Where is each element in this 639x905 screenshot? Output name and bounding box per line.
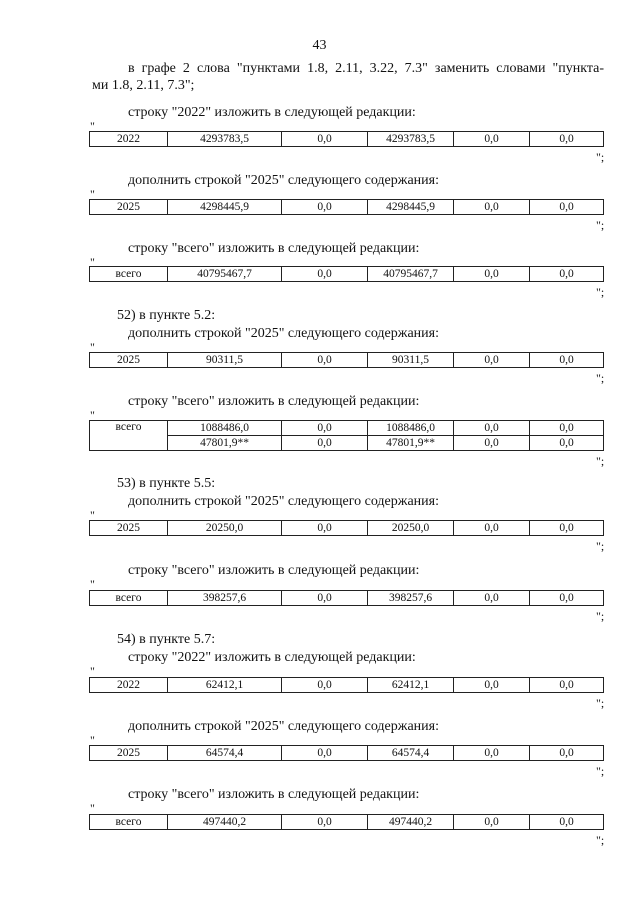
opening-quote: "	[90, 664, 95, 678]
opening-quote: "	[90, 801, 95, 815]
item-heading: 52) в пункте 5.2:	[117, 308, 216, 323]
table-cell: 0,0	[282, 132, 368, 147]
amendment-table	[89, 420, 604, 451]
table-cell: 47801,9**	[368, 436, 454, 451]
table-cell: 0,0	[282, 815, 368, 830]
instruction-text: строку "2022" изложить в следующей редакции:	[128, 105, 416, 120]
amendment-table	[89, 590, 604, 606]
instruction-text: строку "2022" изложить в следующей редакции:	[128, 650, 416, 665]
table-cell: 0,0	[282, 353, 368, 368]
table-cell: 0,0	[454, 521, 530, 536]
table-cell: 64574,4	[368, 746, 454, 761]
table-cell: 497440,2	[168, 815, 282, 830]
table-cell: 0,0	[282, 200, 368, 215]
opening-quote: "	[90, 119, 95, 133]
table-cell: 2022	[90, 678, 168, 693]
table-cell: 4293783,5	[368, 132, 454, 147]
intro-line-2: ми 1.8, 2.11, 7.3";	[92, 78, 195, 93]
table-cell: 0,0	[454, 678, 530, 693]
table-cell: 4298445,9	[368, 200, 454, 215]
table-cell: 1088486,0	[168, 421, 282, 436]
table-cell: 497440,2	[368, 815, 454, 830]
instruction-text: дополнить строкой "2025" следующего содержания:	[128, 494, 439, 509]
amendment-table	[89, 266, 604, 282]
amendment-table	[89, 520, 604, 536]
table-row	[90, 421, 604, 436]
amendment-table	[89, 352, 604, 368]
amendment-table	[89, 745, 604, 761]
table-cell: всего	[90, 421, 168, 451]
closing-quote: ";	[596, 218, 605, 232]
closing-quote: ";	[596, 454, 605, 468]
table-cell: 90311,5	[368, 353, 454, 368]
table-cell: 0,0	[530, 267, 604, 282]
table-cell: 398257,6	[368, 591, 454, 606]
closing-quote: ";	[596, 609, 605, 623]
closing-quote: ";	[596, 285, 605, 299]
table-cell: всего	[90, 267, 168, 282]
opening-quote: "	[90, 508, 95, 522]
table-cell: 0,0	[530, 591, 604, 606]
table-cell: 40795467,7	[368, 267, 454, 282]
opening-quote: "	[90, 577, 95, 591]
closing-quote: ";	[596, 696, 605, 710]
table-cell: 398257,6	[168, 591, 282, 606]
page-number: 43	[312, 38, 327, 53]
table-row	[90, 200, 604, 215]
instruction-text: дополнить строкой "2025" следующего содержания:	[128, 719, 439, 734]
closing-quote: ";	[596, 764, 605, 778]
table-cell: 1088486,0	[368, 421, 454, 436]
table-cell: 0,0	[454, 421, 530, 436]
table-cell: 0,0	[454, 815, 530, 830]
table-cell: 0,0	[282, 267, 368, 282]
opening-quote: "	[90, 340, 95, 354]
table-cell: 0,0	[282, 521, 368, 536]
table-row	[90, 521, 604, 536]
table-cell: 0,0	[282, 421, 368, 436]
table-cell: 90311,5	[168, 353, 282, 368]
table-cell: 0,0	[454, 436, 530, 451]
table-cell: 2025	[90, 746, 168, 761]
instruction-text: строку "всего" изложить в следующей редакции:	[128, 394, 420, 409]
intro-paragraph	[92, 60, 604, 94]
item-heading: 54) в пункте 5.7:	[117, 632, 216, 647]
closing-quote: ";	[596, 539, 605, 553]
table-cell: 0,0	[454, 591, 530, 606]
instruction-text: строку "всего" изложить в следующей редакции:	[128, 787, 420, 802]
table-cell: 0,0	[530, 436, 604, 451]
instruction-text: строку "всего" изложить в следующей редакции:	[128, 241, 420, 256]
table-cell: 0,0	[282, 746, 368, 761]
closing-quote: ";	[596, 371, 605, 385]
table-cell: 0,0	[530, 678, 604, 693]
table-cell: всего	[90, 815, 168, 830]
amendment-table	[89, 131, 604, 147]
table-cell: 0,0	[454, 353, 530, 368]
table-cell: 2025	[90, 521, 168, 536]
table-cell: 0,0	[454, 746, 530, 761]
opening-quote: "	[90, 733, 95, 747]
item-heading: 53) в пункте 5.5:	[117, 476, 216, 491]
table-row	[90, 353, 604, 368]
table-cell: 4293783,5	[168, 132, 282, 147]
closing-quote: ";	[596, 150, 605, 164]
table-row	[90, 678, 604, 693]
table-cell: 0,0	[282, 678, 368, 693]
table-row	[90, 132, 604, 147]
table-cell: 0,0	[530, 132, 604, 147]
table-cell: 0,0	[454, 132, 530, 147]
table-cell: 47801,9**	[168, 436, 282, 451]
closing-quote: ";	[596, 833, 605, 847]
opening-quote: "	[90, 255, 95, 269]
instruction-text: строку "всего" изложить в следующей редакции:	[128, 563, 420, 578]
table-cell: 20250,0	[368, 521, 454, 536]
table-cell: 4298445,9	[168, 200, 282, 215]
table-cell: 0,0	[530, 815, 604, 830]
instruction-text: дополнить строкой "2025" следующего содержания:	[128, 326, 439, 341]
table-cell: 2025	[90, 353, 168, 368]
table-cell: 0,0	[530, 521, 604, 536]
table-cell: 0,0	[282, 436, 368, 451]
table-row	[90, 746, 604, 761]
table-cell: 64574,4	[168, 746, 282, 761]
table-cell: 2025	[90, 200, 168, 215]
table-row	[90, 436, 604, 451]
table-cell: 0,0	[530, 421, 604, 436]
table-row	[90, 815, 604, 830]
table-cell: 62412,1	[168, 678, 282, 693]
amendment-table	[89, 199, 604, 215]
table-cell: 0,0	[454, 200, 530, 215]
table-cell: 20250,0	[168, 521, 282, 536]
table-cell: 0,0	[530, 353, 604, 368]
table-row	[90, 267, 604, 282]
table-cell: 0,0	[530, 746, 604, 761]
amendment-table	[89, 814, 604, 830]
table-cell: 0,0	[282, 591, 368, 606]
opening-quote: "	[90, 408, 95, 422]
table-cell: 0,0	[454, 267, 530, 282]
intro-line-1: в графе 2 слова "пунктами 1.8, 2.11, 3.22, 7.3" заменить словами "пункта-	[128, 61, 604, 76]
table-cell: 40795467,7	[168, 267, 282, 282]
table-row	[90, 591, 604, 606]
table-cell: 0,0	[530, 200, 604, 215]
instruction-text: дополнить строкой "2025" следующего содержания:	[128, 173, 439, 188]
table-cell: всего	[90, 591, 168, 606]
table-cell: 62412,1	[368, 678, 454, 693]
opening-quote: "	[90, 187, 95, 201]
table-cell: 2022	[90, 132, 168, 147]
amendment-table	[89, 677, 604, 693]
